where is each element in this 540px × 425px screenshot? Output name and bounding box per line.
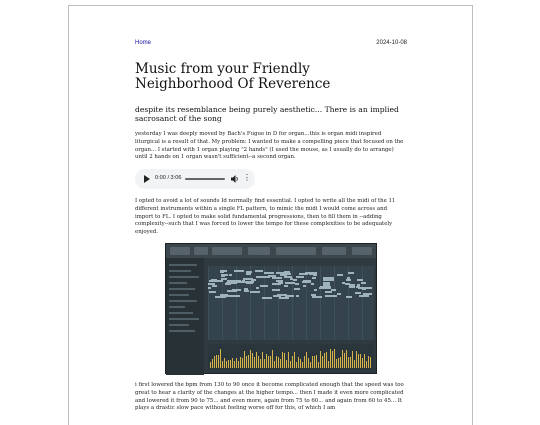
page-title: Music from your Friendly Neighborhood Of Reverence bbox=[135, 61, 331, 92]
page-subtitle: despite its resemblance being purely aesthetic... There is an implied sacrosanct of the song bbox=[135, 105, 399, 124]
paragraph-1: yesterday I was deeply moved by Bach's Fugue in D for organ...this is organ midi inspired liturgical is a result of that. My problem: I wanted to make a compelling piece that focused on the organ... I started with 1 organ playing "2 hands" (I used the mouse, as I usually do to arrange) until 2 hands on 1 organ wasn't sufficient--a second organ. bbox=[135, 131, 404, 161]
daw-browser-panel bbox=[166, 258, 204, 375]
daw-piano-roll bbox=[208, 266, 374, 340]
audio-time: 0:00 / 3:06 bbox=[155, 175, 182, 181]
audio-progress-slider[interactable] bbox=[185, 178, 225, 180]
daw-velocity-lane bbox=[208, 344, 374, 370]
home-link[interactable]: Home bbox=[135, 40, 152, 46]
audio-player[interactable] bbox=[135, 169, 255, 189]
play-icon[interactable] bbox=[144, 175, 150, 183]
page-card bbox=[68, 5, 473, 425]
daw-toolbar bbox=[166, 244, 376, 258]
post-date: 2024-10-08 bbox=[376, 40, 407, 46]
volume-icon[interactable] bbox=[231, 174, 239, 184]
daw-screenshot-image bbox=[165, 243, 377, 374]
paragraph-3: i first lowered the bpm from 130 to 90 once it become complicated enough that the speed was too great to hear a clarity of the changes at the higher tempo... then I made it even more complicated and lowered it from 90 to 75... and even more, again from 75 to 60... and again from 60 to 45... It plays a drastic slow pace without feeling worse off for this, of which I am bbox=[135, 382, 404, 412]
paragraph-2: I opted to avoid a lot of sounds Id normally find essential. I opted to write all the midi of the 11 different instruments within a single FL pattern, to mimic the midi I would come across and import to FL. I opted to make solid fundamental progressions, then to fill them in --adding complexity--such that I was forced to lower the tempo for these complexities to be adequately enjoyed. bbox=[135, 198, 396, 236]
top-bar bbox=[135, 40, 407, 50]
more-options-icon[interactable]: ⋮ bbox=[243, 173, 251, 182]
